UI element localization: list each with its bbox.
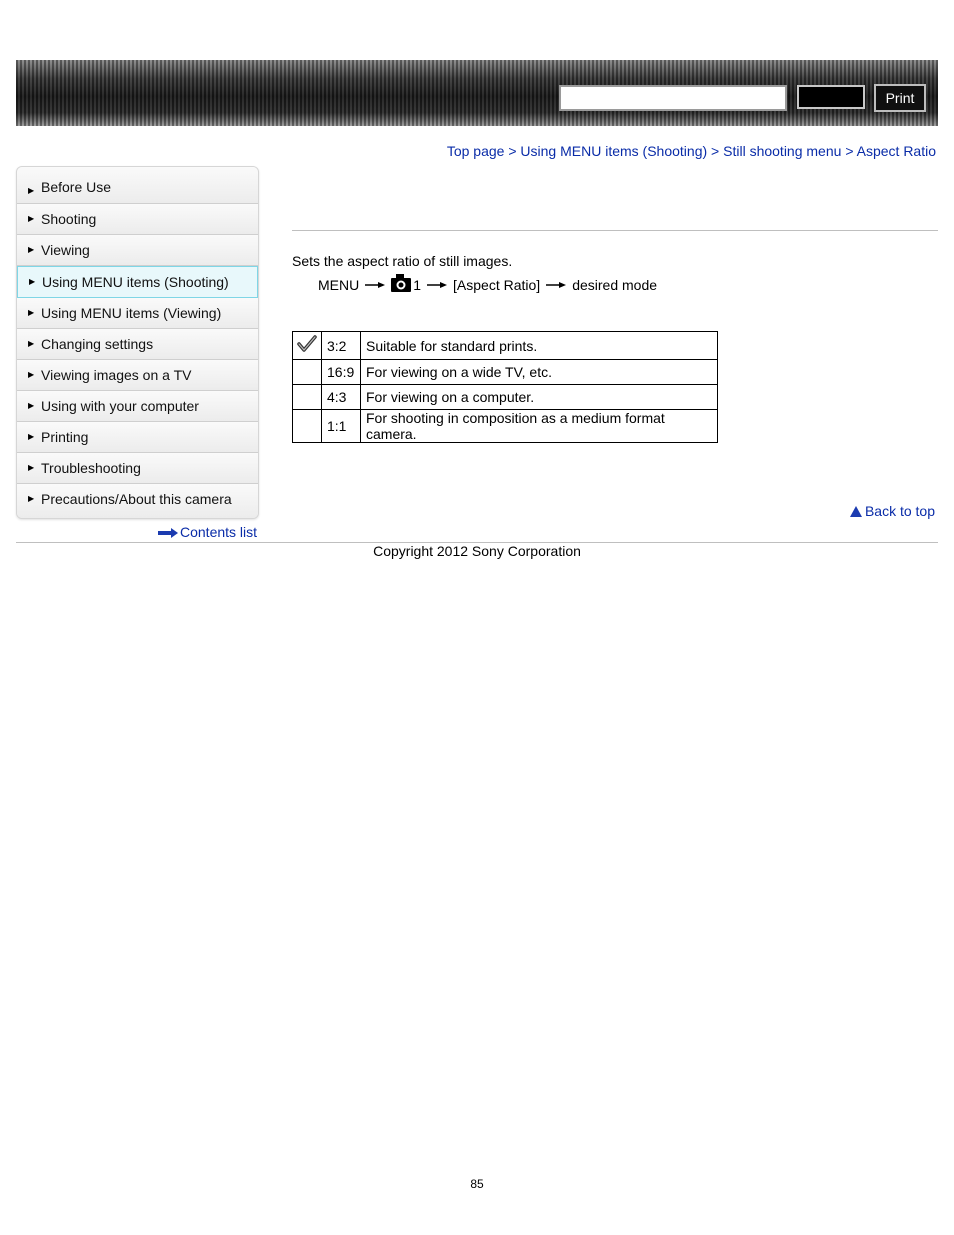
default-marker-cell — [293, 332, 322, 360]
back-to-top-label: Back to top — [864, 503, 935, 519]
breadcrumb-separator: > — [845, 143, 854, 159]
breadcrumb-top-page[interactable]: Top page — [446, 143, 505, 159]
sidebar-item-label: Troubleshooting — [41, 460, 141, 476]
triangle-right-icon: ▶ — [28, 432, 35, 441]
description-cell: For viewing on a computer. — [361, 385, 718, 410]
sidebar-item-before-use[interactable] — [17, 167, 258, 204]
triangle-right-icon: ▶ — [28, 214, 35, 223]
contents-list-label: Contents list — [180, 524, 258, 540]
sidebar-item-troubleshooting[interactable] — [17, 453, 258, 484]
checkmark-icon — [297, 335, 317, 353]
ratio-cell: 4:3 — [322, 385, 361, 410]
triangle-right-icon: ▶ — [28, 494, 35, 503]
breadcrumb — [447, 143, 936, 159]
breadcrumb-using-menu-shooting[interactable]: Using MENU items (Shooting) — [520, 143, 708, 159]
sidebar-item-using-menu-viewing[interactable] — [17, 298, 258, 329]
sidebar-item-using-computer[interactable] — [17, 391, 258, 422]
triangle-up-icon — [850, 506, 862, 517]
copyright: Copyright 2012 Sony Corporation — [373, 543, 581, 559]
triangle-right-icon: ▶ — [29, 277, 36, 286]
table-row — [293, 332, 718, 360]
camera-icon — [391, 274, 411, 292]
sidebar-item-label: Changing settings — [41, 336, 154, 352]
triangle-right-icon: ▶ — [28, 308, 35, 317]
arrow-right-icon — [158, 528, 178, 538]
arrow-right-icon — [546, 280, 566, 290]
breadcrumb-still-shooting-menu[interactable]: Still shooting menu — [723, 143, 842, 159]
sidebar-item-using-menu-shooting[interactable] — [17, 266, 258, 298]
search-input[interactable] — [559, 85, 787, 111]
menu-label: MENU — [318, 277, 360, 293]
triangle-right-icon: ▶ — [28, 370, 35, 379]
menu-item: [Aspect Ratio] — [453, 277, 541, 293]
sidebar-item-label: Printing — [41, 429, 89, 445]
sidebar-item-shooting[interactable] — [17, 204, 258, 235]
sidebar-item-label: Before Use — [41, 179, 112, 195]
breadcrumb-separator: > — [711, 143, 720, 159]
menu-tab-number: 1 — [413, 277, 422, 293]
print-button[interactable]: Print — [874, 84, 926, 112]
sidebar-item-precautions[interactable] — [17, 484, 258, 518]
breadcrumb-separator: > — [508, 143, 517, 159]
sidebar-item-label: Precautions/About this camera — [41, 491, 232, 507]
sidebar — [16, 166, 259, 519]
marker-cell — [293, 385, 322, 410]
header-bar — [16, 60, 938, 126]
divider — [292, 230, 938, 231]
page-description: Sets the aspect ratio of still images. — [292, 253, 513, 269]
sidebar-item-label: Using MENU items (Viewing) — [41, 305, 222, 321]
sidebar-item-label: Using with your computer — [41, 398, 199, 414]
search-button[interactable] — [797, 85, 865, 109]
ratio-cell: 16:9 — [322, 360, 361, 385]
arrow-right-icon — [427, 280, 447, 290]
ratio-cell: 3:2 — [322, 332, 361, 360]
description-cell: For viewing on a wide TV, etc. — [361, 360, 718, 385]
menu-path — [318, 276, 657, 294]
marker-cell — [293, 360, 322, 385]
description-cell: Suitable for standard prints. — [361, 332, 718, 360]
sidebar-item-label: Viewing images on a TV — [41, 367, 192, 383]
description-cell: For shooting in composition as a medium format camera. — [361, 410, 718, 443]
table-row — [293, 385, 718, 410]
table-row — [293, 410, 718, 443]
contents-list-link[interactable] — [158, 524, 257, 540]
triangle-right-icon: ▶ — [28, 339, 35, 348]
triangle-right-icon: ▶ — [28, 463, 35, 472]
menu-end: desired mode — [572, 277, 658, 293]
arrow-right-icon — [365, 280, 385, 290]
triangle-right-icon: ▶ — [28, 245, 35, 254]
breadcrumb-aspect-ratio[interactable]: Aspect Ratio — [856, 143, 936, 159]
sidebar-item-viewing-on-tv[interactable] — [17, 360, 258, 391]
table-row — [293, 360, 718, 385]
ratio-cell: 1:1 — [322, 410, 361, 443]
sidebar-item-label: Using MENU items (Shooting) — [42, 274, 229, 290]
sidebar-item-label: Shooting — [41, 211, 97, 227]
sidebar-item-printing[interactable] — [17, 422, 258, 453]
triangle-right-icon: ▶ — [28, 186, 35, 195]
marker-cell — [293, 410, 322, 443]
aspect-ratio-table — [292, 331, 718, 443]
sidebar-item-label: Viewing — [41, 242, 90, 258]
back-to-top-link[interactable] — [850, 503, 935, 519]
page-number: 85 — [470, 1177, 484, 1191]
sidebar-item-viewing[interactable] — [17, 235, 258, 266]
sidebar-item-changing-settings[interactable] — [17, 329, 258, 360]
triangle-right-icon: ▶ — [28, 401, 35, 410]
